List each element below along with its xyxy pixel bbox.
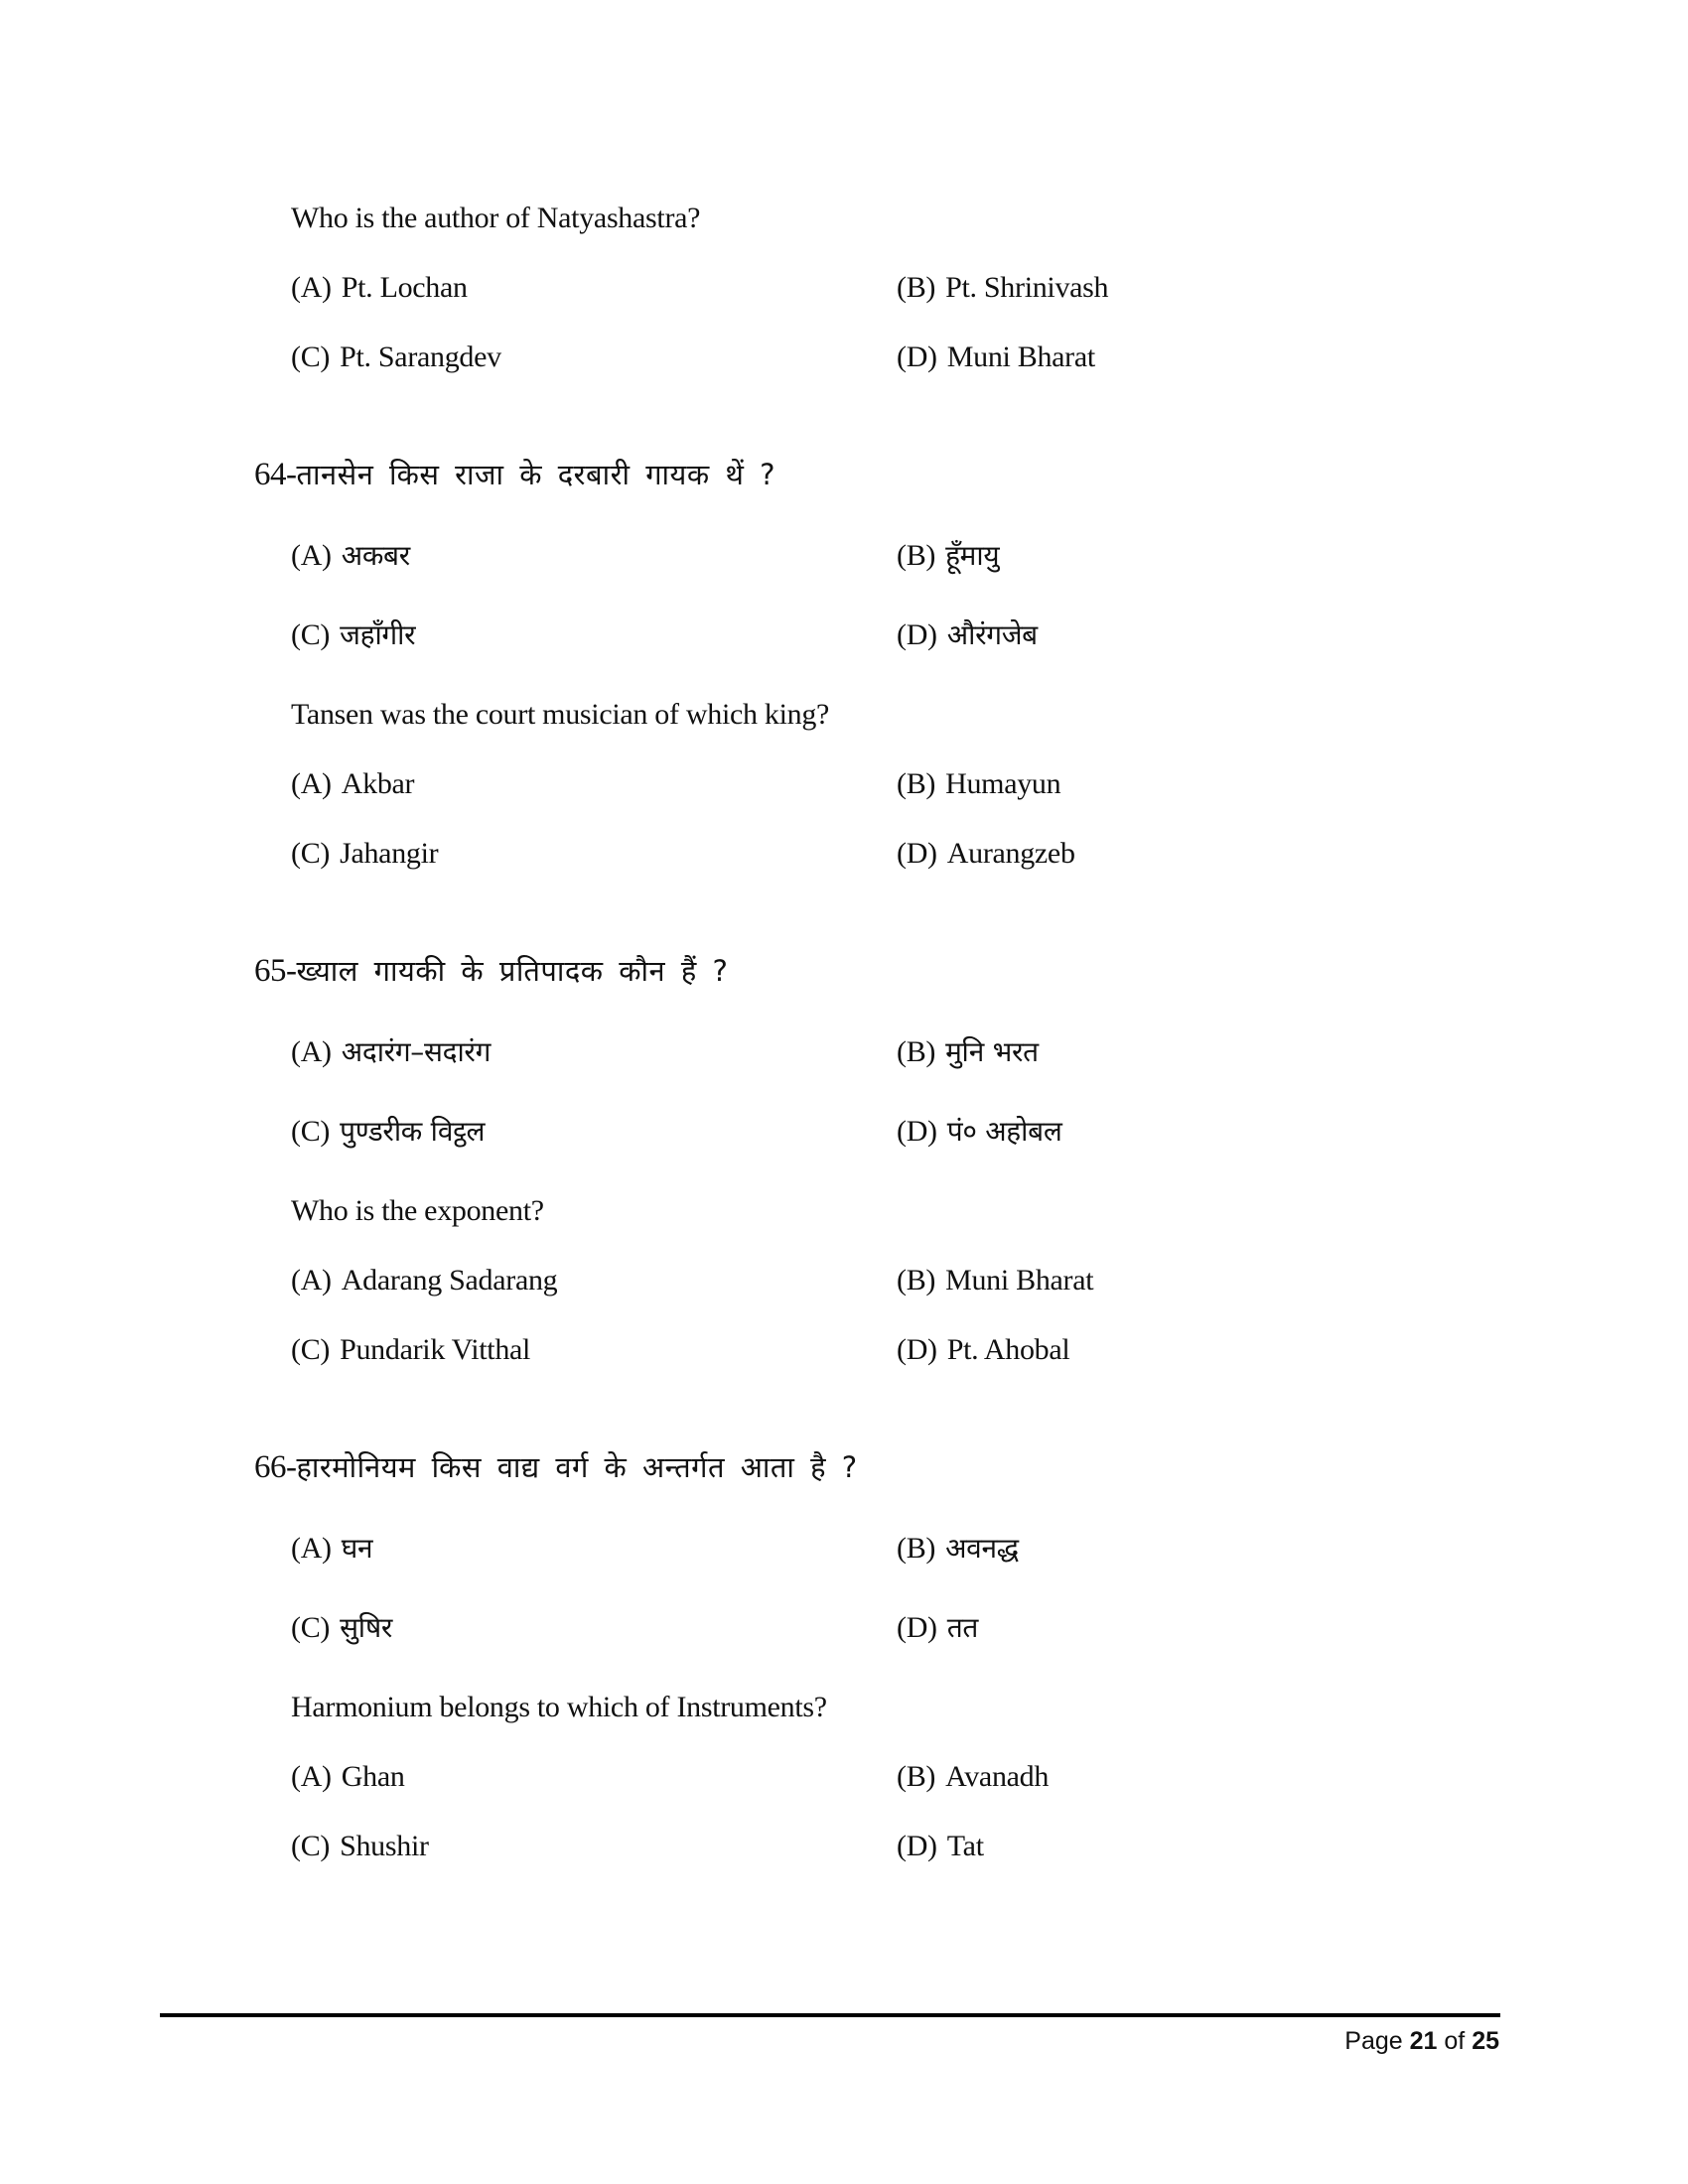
option-label: (C) <box>291 1611 331 1644</box>
option-label: (A) <box>291 1035 332 1068</box>
option-value: Pundarik Vitthal <box>340 1333 531 1366</box>
hindi-option-a <box>291 1534 372 1564</box>
option-label: (B) <box>897 539 936 572</box>
option-label: (D) <box>897 1830 937 1862</box>
option-a <box>291 1266 557 1296</box>
option-label: (D) <box>897 341 937 373</box>
hindi-option-b <box>897 541 999 571</box>
hindi-option-d <box>897 1117 1062 1147</box>
option-a <box>291 769 414 799</box>
option-label: (A) <box>291 1264 332 1297</box>
question-text-english: Who is the author of Natyashastra? <box>291 202 701 234</box>
question-text-hindi <box>254 1451 858 1484</box>
option-label: (C) <box>291 341 331 373</box>
option-d <box>897 1335 1069 1365</box>
hindi-option-b <box>897 1534 1019 1564</box>
option-value: घन <box>341 1532 373 1565</box>
hindi-option-c <box>291 1117 485 1147</box>
option-label: (A) <box>291 1532 332 1565</box>
page-word: Page <box>1344 2027 1403 2055</box>
option-value: अदारंग–सदारंग <box>341 1035 492 1068</box>
question-number: 64- <box>254 457 297 492</box>
option-label: (A) <box>291 271 332 304</box>
option-d <box>897 839 1075 869</box>
option-label: (C) <box>291 1115 331 1148</box>
hindi-option-d <box>897 1613 978 1643</box>
hindi-option-d <box>897 620 1038 650</box>
option-value: Shushir <box>340 1830 429 1862</box>
question-text-english: Harmonium belongs to which of Instruments? <box>291 1691 827 1723</box>
option-b <box>897 1266 1093 1296</box>
option-value: Pt. Ahobal <box>946 1333 1070 1366</box>
option-value: पुण्डरीक विट्ठल <box>340 1115 486 1148</box>
option-value: Pt. Sarangdev <box>340 341 501 373</box>
option-value: अकबर <box>341 539 410 572</box>
option-label: (D) <box>897 1611 937 1644</box>
question-text-english: Who is the exponent? <box>291 1194 544 1227</box>
footer-divider <box>160 2013 1500 2017</box>
option-value: Akbar <box>341 767 415 800</box>
option-b <box>897 769 1060 799</box>
option-value: तत <box>946 1611 979 1644</box>
option-d <box>897 342 1095 372</box>
option-value: अवनद्ध <box>945 1532 1019 1565</box>
option-label: (D) <box>897 618 937 651</box>
question-number: 65- <box>254 953 297 989</box>
option-label: (C) <box>291 1333 331 1366</box>
option-value: Pt. Shrinivash <box>945 271 1109 304</box>
question-number: 66- <box>254 1449 297 1485</box>
of-word: of <box>1444 2027 1466 2055</box>
option-label: (D) <box>897 1333 937 1366</box>
option-value: सुषिर <box>340 1611 393 1644</box>
option-label: (B) <box>897 767 936 800</box>
option-c <box>291 1335 530 1365</box>
option-label: (B) <box>897 1760 936 1793</box>
option-label: (B) <box>897 1532 936 1565</box>
option-a <box>291 273 468 303</box>
option-value: Tat <box>946 1830 984 1862</box>
question-text-english: Tansen was the court musician of which king? <box>291 698 830 731</box>
option-value: मुनि भरत <box>945 1035 1039 1068</box>
option-value: Avanadh <box>945 1760 1050 1793</box>
option-value: Pt. Lochan <box>341 271 468 304</box>
option-a <box>291 1762 405 1792</box>
option-c <box>291 1832 429 1861</box>
option-label: (C) <box>291 837 331 870</box>
option-value: औरंगजेब <box>946 618 1038 651</box>
option-value: पं० अहोबल <box>946 1115 1062 1148</box>
option-value: Aurangzeb <box>946 837 1075 870</box>
option-c <box>291 342 501 372</box>
hindi-option-a <box>291 1037 491 1067</box>
option-value: Muni Bharat <box>946 341 1095 373</box>
option-label: (B) <box>897 1035 936 1068</box>
option-label: (D) <box>897 1115 937 1148</box>
option-value: जहाँगीर <box>340 618 416 651</box>
option-label: (C) <box>291 1830 331 1862</box>
option-label: (A) <box>291 1760 332 1793</box>
option-value: Ghan <box>341 1760 405 1793</box>
option-label: (C) <box>291 618 331 651</box>
current-page: 21 <box>1409 2027 1438 2055</box>
option-d <box>897 1832 984 1861</box>
total-pages: 25 <box>1472 2027 1499 2055</box>
hindi-option-c <box>291 620 415 650</box>
option-c <box>291 839 438 869</box>
option-value: हूँमायु <box>945 539 1000 572</box>
option-label: (A) <box>291 767 332 800</box>
option-label: (D) <box>897 837 937 870</box>
option-label: (B) <box>897 271 936 304</box>
option-value: Adarang Sadarang <box>341 1264 558 1297</box>
option-label: (A) <box>291 539 332 572</box>
option-value: Muni Bharat <box>945 1264 1094 1297</box>
hindi-option-a <box>291 541 410 571</box>
question-hindi: तानसेन किस राजा के दरबारी गायक थें ? <box>296 458 775 491</box>
option-label: (B) <box>897 1264 936 1297</box>
hindi-option-c <box>291 1613 392 1643</box>
option-value: Humayun <box>945 767 1061 800</box>
question-text-hindi <box>254 459 775 491</box>
hindi-option-b <box>897 1037 1039 1067</box>
question-text-hindi <box>254 955 728 988</box>
page-number <box>1344 2027 1499 2056</box>
option-b <box>897 1762 1049 1792</box>
question-hindi: ख्याल गायकी के प्रतिपादक कौन हैं ? <box>296 954 729 988</box>
option-value: Jahangir <box>340 837 439 870</box>
question-hindi: हारमोनियम किस वाद्य वर्ग के अन्तर्गत आता है ? <box>296 1450 858 1484</box>
option-b <box>897 273 1108 303</box>
